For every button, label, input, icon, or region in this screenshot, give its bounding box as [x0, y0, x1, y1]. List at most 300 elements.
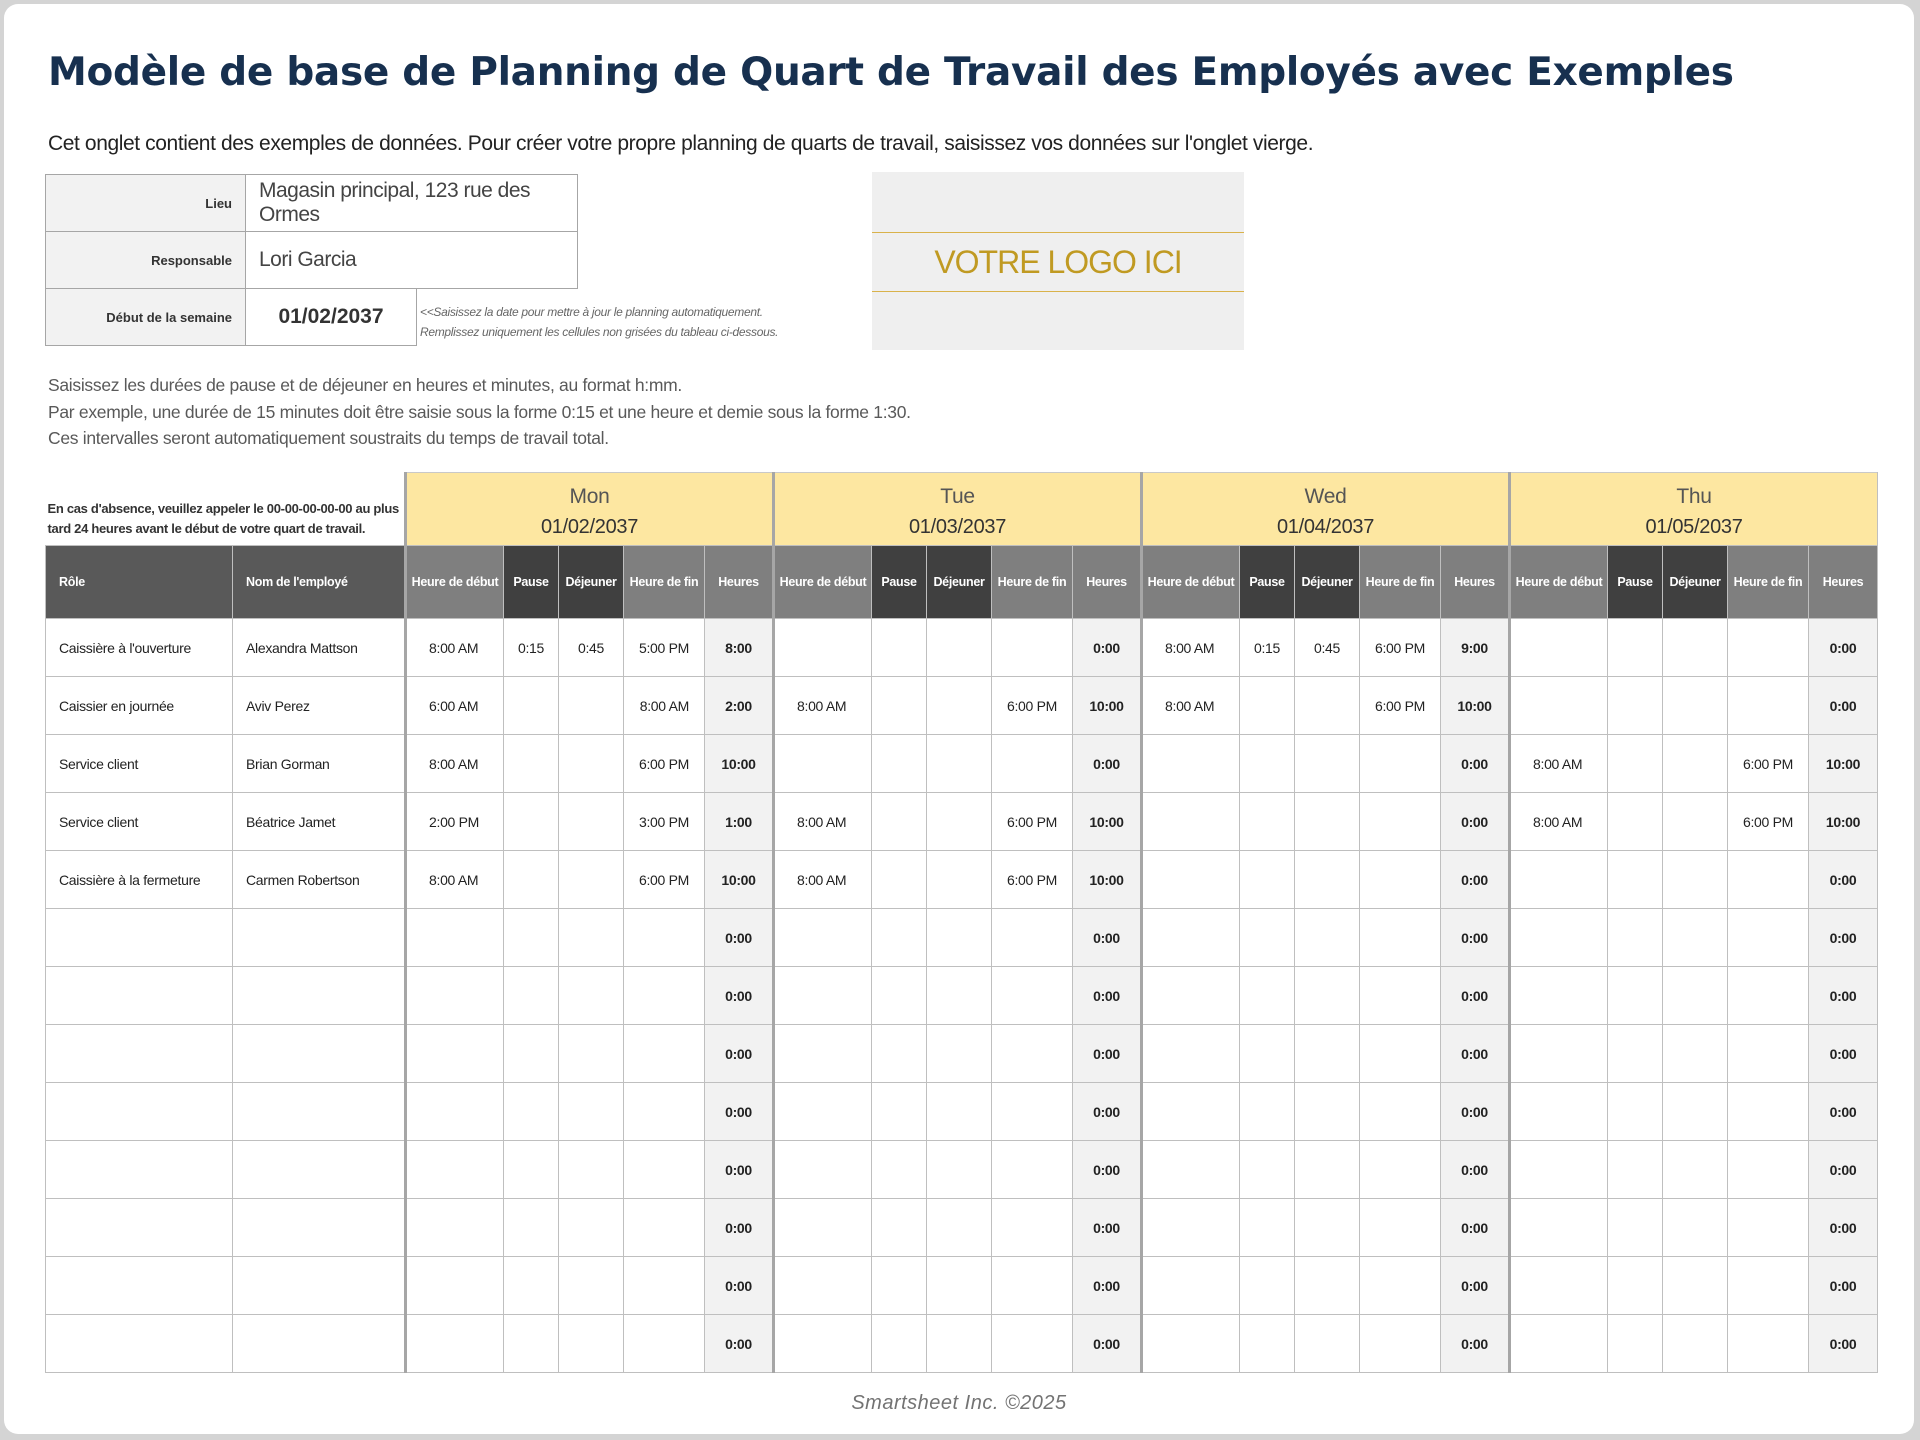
break-cell[interactable] — [504, 1083, 559, 1141]
lunch-cell[interactable] — [1663, 793, 1728, 851]
lunch-cell[interactable] — [559, 1083, 624, 1141]
role-cell[interactable] — [46, 1025, 233, 1083]
location-input[interactable]: Magasin principal, 123 rue des Ormes — [246, 175, 578, 232]
column-header-lunch: Déjeuner — [927, 546, 992, 619]
break-cell[interactable] — [872, 1315, 927, 1373]
role-cell[interactable]: Caissier en journée — [46, 677, 233, 735]
start-time-cell[interactable] — [774, 1199, 872, 1257]
end-time-cell[interactable] — [1728, 1141, 1809, 1199]
lunch-cell[interactable]: 0:45 — [559, 619, 624, 677]
end-time-cell[interactable] — [1360, 793, 1441, 851]
date-note-line: <<Saisissez la date pour mettre à jour le planning automatiquement. — [420, 305, 763, 319]
break-cell[interactable] — [1240, 1083, 1295, 1141]
end-time-cell[interactable] — [992, 1025, 1073, 1083]
break-cell[interactable] — [1608, 909, 1663, 967]
employee-cell[interactable] — [233, 1141, 406, 1199]
lunch-cell[interactable] — [559, 909, 624, 967]
end-time-cell[interactable] — [1360, 1083, 1441, 1141]
employee-cell[interactable] — [233, 967, 406, 1025]
lunch-cell[interactable] — [1295, 1199, 1360, 1257]
start-time-cell[interactable] — [1142, 793, 1240, 851]
break-cell[interactable] — [1240, 1257, 1295, 1315]
hours-total-cell: 0:00 — [1073, 1141, 1142, 1199]
start-time-cell[interactable] — [406, 1083, 504, 1141]
lunch-cell[interactable] — [1295, 735, 1360, 793]
lunch-cell[interactable] — [1295, 1315, 1360, 1373]
lunch-cell[interactable] — [559, 1315, 624, 1373]
break-cell[interactable] — [504, 1199, 559, 1257]
end-time-cell[interactable] — [1728, 967, 1809, 1025]
hours-total-cell: 10:00 — [1073, 851, 1142, 909]
break-cell[interactable] — [872, 1083, 927, 1141]
break-cell[interactable] — [1608, 1025, 1663, 1083]
lunch-cell[interactable] — [559, 967, 624, 1025]
break-cell[interactable] — [1240, 1199, 1295, 1257]
lunch-cell[interactable] — [1295, 1141, 1360, 1199]
role-cell[interactable] — [46, 1141, 233, 1199]
column-header-break: Pause — [504, 546, 559, 619]
break-cell[interactable] — [504, 967, 559, 1025]
start-time-cell[interactable] — [774, 1141, 872, 1199]
break-cell[interactable] — [872, 967, 927, 1025]
lunch-cell[interactable] — [559, 1141, 624, 1199]
break-cell[interactable] — [872, 1257, 927, 1315]
start-time-cell[interactable] — [774, 1025, 872, 1083]
lunch-cell[interactable] — [559, 1199, 624, 1257]
start-time-cell[interactable] — [1142, 1199, 1240, 1257]
start-time-cell[interactable] — [406, 1141, 504, 1199]
break-cell[interactable]: 0:15 — [1240, 619, 1295, 677]
end-time-cell[interactable] — [624, 1083, 705, 1141]
start-time-cell[interactable] — [406, 1257, 504, 1315]
lunch-cell[interactable]: 0:45 — [1295, 619, 1360, 677]
lunch-cell[interactable] — [1295, 793, 1360, 851]
break-cell[interactable] — [504, 1257, 559, 1315]
column-header-hours: Heures — [1441, 546, 1510, 619]
end-time-cell[interactable] — [1360, 1141, 1441, 1199]
break-cell[interactable] — [504, 909, 559, 967]
role-cell[interactable]: Service client — [46, 793, 233, 851]
end-time-cell[interactable] — [1360, 851, 1441, 909]
end-time-cell[interactable]: 3:00 PM — [624, 793, 705, 851]
break-cell[interactable] — [872, 909, 927, 967]
hours-total-cell: 0:00 — [1441, 1025, 1510, 1083]
role-cell[interactable]: Service client — [46, 735, 233, 793]
logo-placeholder[interactable] — [872, 172, 1244, 350]
end-time-cell[interactable] — [1728, 619, 1809, 677]
break-cell[interactable] — [872, 1199, 927, 1257]
lunch-cell[interactable] — [1295, 851, 1360, 909]
role-cell[interactable]: Caissière à la fermeture — [46, 851, 233, 909]
role-cell[interactable]: Caissière à l'ouverture — [46, 619, 233, 677]
break-cell[interactable] — [504, 1141, 559, 1199]
day-date-tue: 01/03/2037 — [774, 509, 1142, 546]
employee-cell[interactable]: Carmen Robertson — [233, 851, 406, 909]
end-time-cell[interactable] — [624, 909, 705, 967]
instruction-line: Saisissez les durées de pause et de déjeuner en heures et minutes, au format h:mm. — [48, 375, 682, 395]
hours-total-cell: 0:00 — [1809, 967, 1878, 1025]
lunch-cell[interactable] — [1295, 967, 1360, 1025]
role-cell[interactable] — [46, 1315, 233, 1373]
hours-total-cell: 0:00 — [705, 909, 774, 967]
column-header-start: Heure de début — [1142, 546, 1240, 619]
employee-cell[interactable]: Alexandra Mattson — [233, 619, 406, 677]
start-time-cell[interactable] — [774, 1083, 872, 1141]
start-time-cell[interactable]: 8:00 AM — [774, 851, 872, 909]
table-row — [46, 677, 1878, 735]
subtitle: Cet onglet contient des exemples de données. Pour créer votre propre planning de quarts de travail, saisissez vos données sur l'onglet vierge. — [48, 132, 1314, 155]
end-time-cell[interactable] — [1728, 1083, 1809, 1141]
end-time-cell[interactable] — [1728, 1199, 1809, 1257]
lunch-cell[interactable] — [1663, 619, 1728, 677]
employee-cell[interactable] — [233, 909, 406, 967]
start-time-cell[interactable] — [1510, 1025, 1608, 1083]
end-time-cell[interactable] — [1360, 967, 1441, 1025]
end-time-cell[interactable] — [1728, 1025, 1809, 1083]
table-row — [46, 735, 1878, 793]
start-time-cell[interactable]: 8:00 AM — [1142, 677, 1240, 735]
lunch-cell[interactable] — [927, 677, 992, 735]
employee-cell[interactable]: Brian Gorman — [233, 735, 406, 793]
end-time-cell[interactable] — [992, 1199, 1073, 1257]
logo-text: VOTRE LOGO ICI — [872, 232, 1244, 292]
start-time-cell[interactable]: 8:00 AM — [406, 851, 504, 909]
break-cell[interactable] — [1240, 1315, 1295, 1373]
break-cell[interactable] — [504, 793, 559, 851]
column-header-hours: Heures — [1073, 546, 1142, 619]
lunch-cell[interactable] — [927, 1025, 992, 1083]
end-time-cell[interactable]: 6:00 PM — [1360, 619, 1441, 677]
break-cell[interactable] — [1240, 1141, 1295, 1199]
break-cell[interactable] — [504, 851, 559, 909]
start-time-cell[interactable] — [774, 1257, 872, 1315]
date-note-line: Remplissez uniquement les cellules non grisées du tableau ci-dessous. — [420, 325, 779, 339]
lunch-cell[interactable] — [1663, 1315, 1728, 1373]
end-time-cell[interactable] — [624, 1141, 705, 1199]
hours-total-cell: 1:00 — [705, 793, 774, 851]
break-cell[interactable] — [504, 1315, 559, 1373]
start-time-cell[interactable] — [406, 909, 504, 967]
manager-label: Responsable — [46, 232, 246, 289]
hours-total-cell: 10:00 — [1441, 677, 1510, 735]
employee-cell[interactable] — [233, 1083, 406, 1141]
end-time-cell[interactable] — [1360, 909, 1441, 967]
end-time-cell[interactable] — [1728, 851, 1809, 909]
end-time-cell[interactable]: 5:00 PM — [624, 619, 705, 677]
location-label: Lieu — [46, 175, 246, 232]
end-time-cell[interactable] — [992, 1141, 1073, 1199]
break-cell[interactable] — [1240, 851, 1295, 909]
end-time-cell[interactable]: 8:00 AM — [624, 677, 705, 735]
start-time-cell[interactable] — [1142, 1141, 1240, 1199]
role-cell[interactable] — [46, 1257, 233, 1315]
end-time-cell[interactable] — [992, 735, 1073, 793]
lunch-cell[interactable] — [927, 1257, 992, 1315]
start-time-cell[interactable] — [1510, 909, 1608, 967]
lunch-cell[interactable] — [927, 1199, 992, 1257]
column-header-lunch: Déjeuner — [1295, 546, 1360, 619]
break-cell[interactable] — [1608, 1141, 1663, 1199]
lunch-cell[interactable] — [559, 735, 624, 793]
hours-total-cell: 0:00 — [1809, 1083, 1878, 1141]
end-time-cell[interactable] — [1728, 1257, 1809, 1315]
hours-total-cell: 0:00 — [1073, 1315, 1142, 1373]
start-time-cell[interactable]: 8:00 AM — [774, 677, 872, 735]
day-name-thu: Thu — [1510, 473, 1878, 510]
role-cell[interactable] — [46, 1083, 233, 1141]
end-time-cell[interactable] — [1728, 1315, 1809, 1373]
lunch-cell[interactable] — [1663, 967, 1728, 1025]
break-cell[interactable] — [1608, 1257, 1663, 1315]
break-cell[interactable]: 0:15 — [504, 619, 559, 677]
start-time-cell[interactable] — [1510, 1315, 1608, 1373]
column-header-break: Pause — [1240, 546, 1295, 619]
start-time-cell[interactable]: 8:00 AM — [406, 735, 504, 793]
start-time-cell[interactable] — [1142, 909, 1240, 967]
hours-total-cell: 10:00 — [1809, 793, 1878, 851]
table-row — [46, 851, 1878, 909]
lunch-cell[interactable] — [559, 1025, 624, 1083]
start-time-cell[interactable] — [774, 1315, 872, 1373]
lunch-cell[interactable] — [1663, 1199, 1728, 1257]
lunch-cell[interactable] — [559, 793, 624, 851]
end-time-cell[interactable]: 6:00 PM — [1728, 735, 1809, 793]
employee-cell[interactable] — [233, 1315, 406, 1373]
lunch-cell[interactable] — [1663, 677, 1728, 735]
instruction-line: Par exemple, une durée de 15 minutes doit être saisie sous la forme 0:15 et une heure et demie sous la forme 1:30. — [48, 401, 911, 422]
hours-total-cell: 0:00 — [705, 1083, 774, 1141]
start-time-cell[interactable] — [1142, 1315, 1240, 1373]
start-time-cell[interactable] — [1142, 1083, 1240, 1141]
start-time-cell[interactable] — [406, 967, 504, 1025]
instructions — [48, 372, 911, 452]
hours-total-cell: 0:00 — [1441, 735, 1510, 793]
start-time-cell[interactable]: 8:00 AM — [406, 619, 504, 677]
end-time-cell[interactable]: 6:00 PM — [992, 677, 1073, 735]
start-time-cell[interactable] — [1510, 1257, 1608, 1315]
start-time-cell[interactable]: 2:00 PM — [406, 793, 504, 851]
break-cell[interactable] — [504, 1025, 559, 1083]
lunch-cell[interactable] — [559, 677, 624, 735]
break-cell[interactable] — [1240, 793, 1295, 851]
break-cell[interactable] — [1608, 677, 1663, 735]
start-time-cell[interactable] — [774, 735, 872, 793]
break-cell[interactable] — [872, 793, 927, 851]
hours-total-cell: 0:00 — [1809, 1315, 1878, 1373]
lunch-cell[interactable] — [927, 619, 992, 677]
end-time-cell[interactable]: 6:00 PM — [624, 851, 705, 909]
start-time-cell[interactable] — [406, 1199, 504, 1257]
hours-total-cell: 0:00 — [1809, 1141, 1878, 1199]
employee-cell[interactable] — [233, 1025, 406, 1083]
hours-total-cell: 0:00 — [1073, 735, 1142, 793]
hours-total-cell: 0:00 — [705, 1141, 774, 1199]
end-time-cell[interactable] — [992, 1315, 1073, 1373]
lunch-cell[interactable] — [927, 909, 992, 967]
end-time-cell[interactable]: 6:00 PM — [992, 793, 1073, 851]
break-cell[interactable] — [1608, 1083, 1663, 1141]
hours-total-cell: 0:00 — [1809, 619, 1878, 677]
end-time-cell[interactable] — [624, 1257, 705, 1315]
break-cell[interactable] — [872, 1025, 927, 1083]
role-cell[interactable] — [46, 909, 233, 967]
end-time-cell[interactable] — [992, 619, 1073, 677]
break-cell[interactable] — [872, 735, 927, 793]
break-cell[interactable] — [1240, 735, 1295, 793]
start-time-cell[interactable]: 8:00 AM — [1510, 793, 1608, 851]
start-time-cell[interactable] — [1510, 677, 1608, 735]
break-cell[interactable] — [872, 677, 927, 735]
column-header-start: Heure de début — [1510, 546, 1608, 619]
start-time-cell[interactable]: 8:00 AM — [1510, 735, 1608, 793]
lunch-cell[interactable] — [1295, 1025, 1360, 1083]
break-cell[interactable] — [872, 1141, 927, 1199]
lunch-cell[interactable] — [927, 1083, 992, 1141]
break-cell[interactable] — [872, 851, 927, 909]
end-time-cell[interactable] — [1360, 1257, 1441, 1315]
end-time-cell[interactable] — [1728, 677, 1809, 735]
hours-total-cell: 0:00 — [1441, 1141, 1510, 1199]
lunch-cell[interactable] — [927, 735, 992, 793]
start-time-cell[interactable] — [1142, 1257, 1240, 1315]
end-time-cell[interactable] — [1728, 909, 1809, 967]
role-cell[interactable] — [46, 967, 233, 1025]
column-header-end: Heure de fin — [1360, 546, 1441, 619]
break-cell[interactable] — [1240, 909, 1295, 967]
end-time-cell[interactable]: 6:00 PM — [624, 735, 705, 793]
lunch-cell[interactable] — [927, 967, 992, 1025]
start-time-cell[interactable] — [774, 619, 872, 677]
end-time-cell[interactable] — [992, 1083, 1073, 1141]
break-cell[interactable] — [1608, 851, 1663, 909]
lunch-cell[interactable] — [1295, 909, 1360, 967]
end-time-cell[interactable] — [1360, 735, 1441, 793]
break-cell[interactable] — [504, 735, 559, 793]
end-time-cell[interactable] — [992, 1257, 1073, 1315]
employee-cell[interactable]: Aviv Perez — [233, 677, 406, 735]
lunch-cell[interactable] — [1663, 909, 1728, 967]
employee-cell[interactable] — [233, 1257, 406, 1315]
table-row — [46, 909, 1878, 967]
lunch-cell[interactable] — [927, 1141, 992, 1199]
role-cell[interactable] — [46, 1199, 233, 1257]
start-time-cell[interactable] — [1510, 619, 1608, 677]
break-cell[interactable] — [1608, 735, 1663, 793]
hours-total-cell: 0:00 — [1441, 851, 1510, 909]
hours-total-cell: 0:00 — [705, 1315, 774, 1373]
break-cell[interactable] — [1240, 677, 1295, 735]
lunch-cell[interactable] — [927, 851, 992, 909]
break-cell[interactable] — [1608, 1199, 1663, 1257]
break-cell[interactable] — [1608, 1315, 1663, 1373]
hours-total-cell: 0:00 — [1073, 1257, 1142, 1315]
end-time-cell[interactable] — [624, 1025, 705, 1083]
break-cell[interactable] — [1608, 619, 1663, 677]
start-time-cell[interactable]: 8:00 AM — [774, 793, 872, 851]
lunch-cell[interactable] — [927, 793, 992, 851]
start-time-cell[interactable] — [406, 1315, 504, 1373]
start-time-cell[interactable] — [774, 967, 872, 1025]
start-time-cell[interactable] — [1142, 1025, 1240, 1083]
start-time-cell[interactable] — [406, 1025, 504, 1083]
start-time-cell[interactable] — [1510, 851, 1608, 909]
page-title: Modèle de base de Planning de Quart de Travail des Employés avec Exemples — [48, 50, 1734, 95]
start-time-cell[interactable] — [1510, 1083, 1608, 1141]
end-time-cell[interactable] — [1360, 1315, 1441, 1373]
lunch-cell[interactable] — [1663, 1025, 1728, 1083]
hours-total-cell: 0:00 — [705, 1025, 774, 1083]
lunch-cell[interactable] — [1295, 677, 1360, 735]
hours-total-cell: 0:00 — [1809, 1025, 1878, 1083]
lunch-cell[interactable] — [1663, 1083, 1728, 1141]
break-cell[interactable] — [1240, 1025, 1295, 1083]
schedule-table — [45, 472, 1878, 1373]
lunch-cell[interactable] — [559, 851, 624, 909]
lunch-cell[interactable] — [1663, 735, 1728, 793]
hours-total-cell: 0:00 — [1441, 1083, 1510, 1141]
hours-total-cell: 10:00 — [1809, 735, 1878, 793]
week-start-input[interactable]: 01/02/2037 — [246, 289, 417, 346]
start-time-cell[interactable] — [774, 909, 872, 967]
end-time-cell[interactable]: 6:00 PM — [992, 851, 1073, 909]
hours-total-cell: 9:00 — [1441, 619, 1510, 677]
break-cell[interactable] — [504, 677, 559, 735]
manager-input[interactable]: Lori Garcia — [246, 232, 578, 289]
employee-cell[interactable] — [233, 1199, 406, 1257]
start-time-cell[interactable] — [1510, 1199, 1608, 1257]
start-time-cell[interactable] — [1142, 735, 1240, 793]
end-time-cell[interactable]: 6:00 PM — [1360, 677, 1441, 735]
lunch-cell[interactable] — [1295, 1083, 1360, 1141]
end-time-cell[interactable] — [624, 1199, 705, 1257]
hours-total-cell: 0:00 — [1809, 1257, 1878, 1315]
lunch-cell[interactable] — [927, 1315, 992, 1373]
start-time-cell[interactable] — [1142, 967, 1240, 1025]
break-cell[interactable] — [872, 619, 927, 677]
end-time-cell[interactable] — [1360, 1025, 1441, 1083]
hours-total-cell: 0:00 — [1441, 1315, 1510, 1373]
hours-total-cell: 0:00 — [705, 1199, 774, 1257]
end-time-cell[interactable]: 6:00 PM — [1728, 793, 1809, 851]
lunch-cell[interactable] — [1295, 1257, 1360, 1315]
table-row — [46, 1315, 1878, 1373]
hours-total-cell: 0:00 — [1073, 909, 1142, 967]
start-time-cell[interactable]: 6:00 AM — [406, 677, 504, 735]
end-time-cell[interactable] — [624, 967, 705, 1025]
start-time-cell[interactable] — [1510, 967, 1608, 1025]
start-time-cell[interactable]: 8:00 AM — [1142, 619, 1240, 677]
end-time-cell[interactable] — [992, 909, 1073, 967]
hours-total-cell: 0:00 — [1441, 909, 1510, 967]
start-time-cell[interactable] — [1142, 851, 1240, 909]
end-time-cell[interactable] — [624, 1315, 705, 1373]
hours-total-cell: 0:00 — [1809, 677, 1878, 735]
break-cell[interactable] — [1608, 967, 1663, 1025]
end-time-cell[interactable] — [1360, 1199, 1441, 1257]
hours-total-cell: 0:00 — [1073, 1199, 1142, 1257]
end-time-cell[interactable] — [992, 967, 1073, 1025]
lunch-cell[interactable] — [1663, 1141, 1728, 1199]
hours-total-cell: 10:00 — [705, 735, 774, 793]
lunch-cell[interactable] — [1663, 1257, 1728, 1315]
break-cell[interactable] — [1240, 967, 1295, 1025]
break-cell[interactable] — [1608, 793, 1663, 851]
employee-cell[interactable]: Béatrice Jamet — [233, 793, 406, 851]
absence-note: En cas d'absence, veuillez appeler le 00-00-00-00-00 au plus tard 24 heures avant le début de votre quart de travail. — [47, 500, 399, 536]
lunch-cell[interactable] — [559, 1257, 624, 1315]
lunch-cell[interactable] — [1663, 851, 1728, 909]
start-time-cell[interactable] — [1510, 1141, 1608, 1199]
